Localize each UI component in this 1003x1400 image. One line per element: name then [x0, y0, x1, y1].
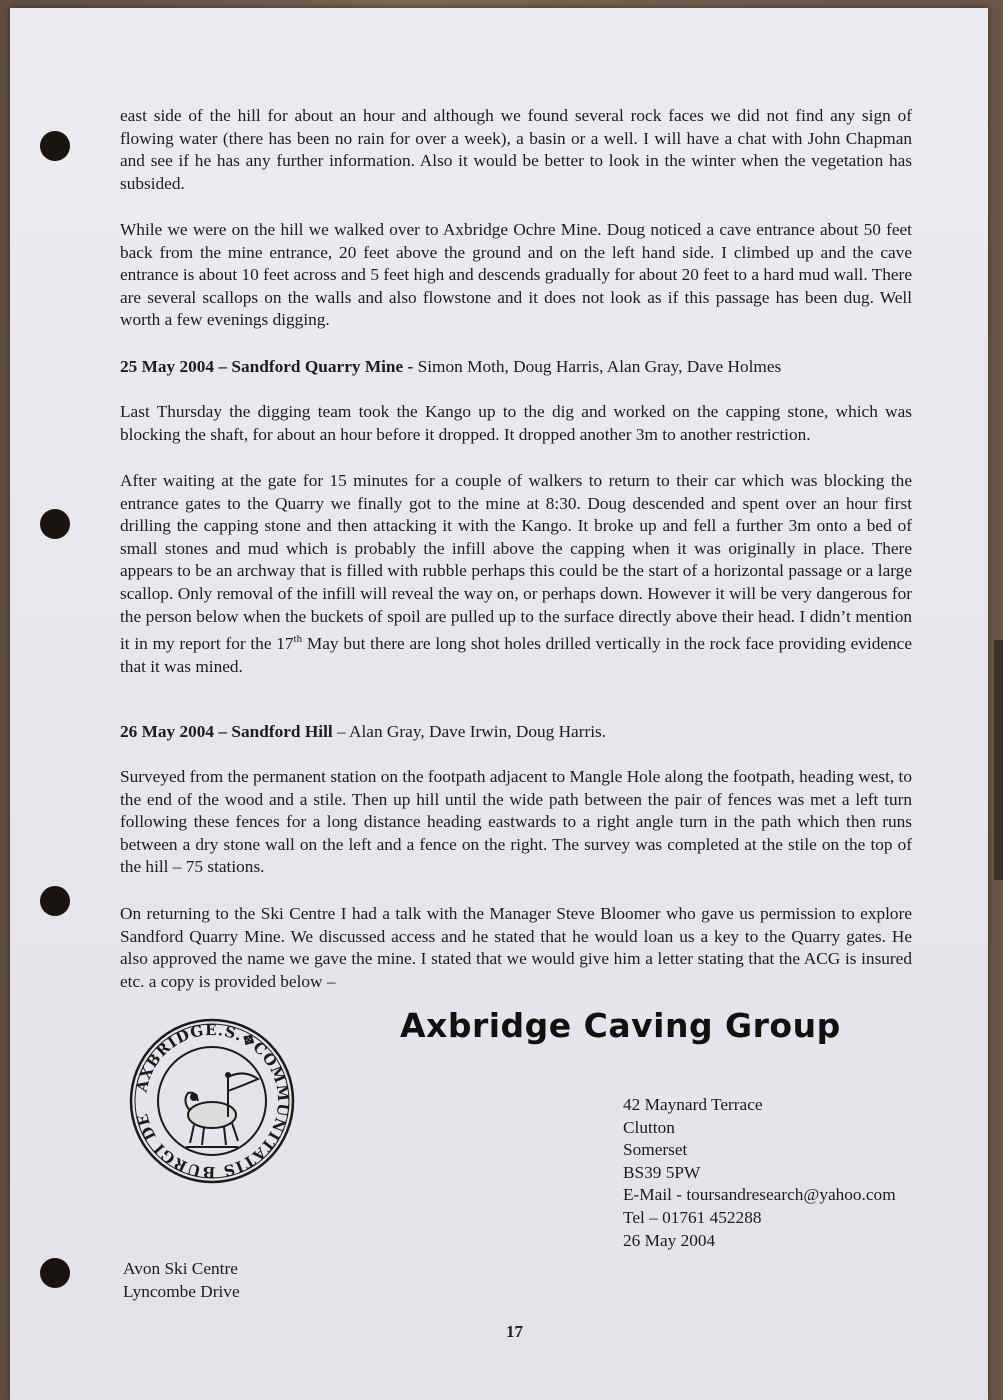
svg-text:AXBRIDGE.S.✥COMMUNITATIS BURGI: AXBRIDGE.S.✥COMMUNITATIS BURGI DE [132, 1020, 293, 1182]
punch-hole [40, 1258, 70, 1288]
paragraph-ski-centre: On returning to the Ski Centre I had a talk with the Manager Steve Bloomer who gave us permission to explore Sandford Quarry Mine. We discussed access and he stated that he would loan us a key to the Quarry gates. He also approved the name we gave the mine. I stated that we would give him a letter stating that the ACG is insured etc. a copy is provided below – [120, 904, 912, 991]
letterhead-org-name: Axbridge Caving Group [400, 1006, 841, 1045]
punch-hole [40, 131, 70, 161]
address-line: BS39 5PW [623, 1162, 701, 1182]
phone-line: Tel – 01761 452288 [623, 1207, 762, 1227]
entry-heading-date: 26 May 2004 – Sandford Hill [120, 722, 333, 741]
entry-heading-team: Simon Moth, Doug Harris, Alan Gray, Dave Holmes [413, 357, 782, 376]
borough-seal-logo [128, 1017, 296, 1185]
letter-date: 26 May 2004 [623, 1230, 716, 1250]
paragraph-kango-dig: Last Thursday the digging team took the Kango up to the dig and worked on the capping stone, which was blocking the shaft, for about an hour before it dropped. It dropped another 3m to another restriction. [120, 402, 912, 444]
recipient-line: Lyncombe Drive [123, 1281, 240, 1301]
address-line: 42 Maynard Terrace [623, 1095, 763, 1114]
entry-heading-team: – Alan Gray, Dave Irwin, Doug Harris. [332, 722, 607, 741]
recipient-address-block [123, 1258, 240, 1303]
entry-heading-25-may [120, 356, 781, 379]
address-line: Clutton [623, 1117, 675, 1137]
paragraph-capping-stone-end: May but there are long shot holes drilled vertically in the rock face providing evidence that it was mined. [120, 633, 913, 676]
paragraph-survey: Surveyed from the permanent station on the footpath adjacent to Mangle Hole along the footpath, heading west, to the end of the wood and a stile. Then up hill until the wide path between the pair of fences was met a left turn following these fences for a long distance heading eastwards to a right angle turn in the path which then runs between a dry stone wall on the left and a fence on the right. The survey was completed at the stile on the top of the hill – 75 stations. [120, 767, 912, 877]
paragraph-capping-stone-text: After waiting at the gate for 15 minutes for a couple of walkers to return to their car which was blocking the entrance gates to the Quarry we finally got to the mine at 8:30. Doug descended and spent over an hour first drilling the capping stone and then attacking it with the Kango. It broke up and fell a further 3m onto a bed of small stones and mud which is probably the infill above the capping when it was originally in place. There appears to be an archway that is filled with rubble perhaps this could be the start of a horizontal passage or a large scallop. Only removal of the infill will reveal the way on, or perhaps down. However it will be very dangerous for the person below when the buckets of spoil are pulled up to the surface directly above their head. I didn’t mention it in my report for the 17 [120, 471, 912, 653]
sender-address-block [623, 1094, 896, 1252]
punch-hole [40, 509, 70, 539]
adjacent-object-edge [994, 640, 1003, 880]
entry-heading-date: 25 May 2004 – Sandford Quarry Mine - [120, 357, 414, 376]
paragraph-capping-stone [120, 470, 912, 678]
paragraph-search-hill: east side of the hill for about an hour and although we found several rock faces we did not find any sign of flowing water (there has been no rain for over a week), a basin or a well. I will have a chat with John Chapman and see if he has any further information. Also it would be better to look in the winter when the vegetation has subsided. [120, 106, 912, 193]
email-line: E-Mail - toursandresearch@yahoo.com [623, 1185, 896, 1205]
page-number: 17 [506, 1322, 523, 1341]
entry-heading-26-may [120, 721, 606, 744]
address-line: Somerset [623, 1140, 688, 1160]
recipient-line: Avon Ski Centre [123, 1259, 238, 1278]
punch-hole [40, 886, 70, 916]
paragraph-ochre-mine: While we were on the hill we walked over to Axbridge Ochre Mine. Doug noticed a cave entrance about 50 feet back from the mine entrance, 20 feet above the ground and on the left hand side. I climbed up and the cave entrance is about 10 feet across and 5 feet high and descends gradually for about 20 feet to a hard mud wall. There are several scallops on the walls and also flowstone and it does not look as if this passage has been dug. Well worth a few evenings digging. [120, 220, 912, 330]
superscript-ordinal: th [293, 633, 303, 646]
